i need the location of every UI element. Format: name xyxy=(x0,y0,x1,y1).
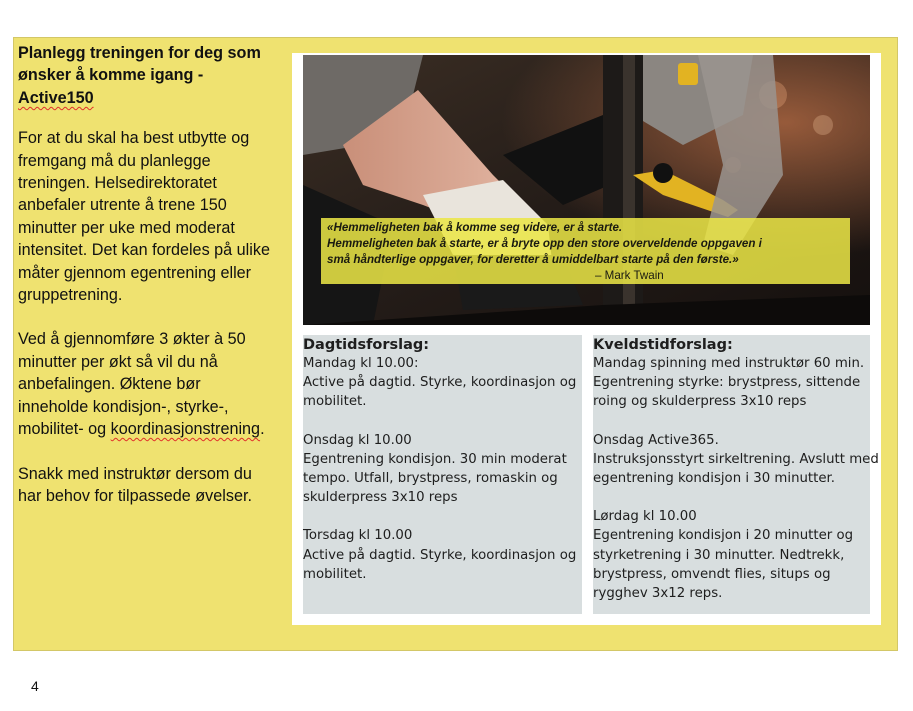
quote-box xyxy=(321,218,850,284)
intro-text xyxy=(18,42,290,529)
daytime-heading: Dagtidsforslag: xyxy=(303,337,430,353)
brand-name: Active150 xyxy=(18,88,94,107)
daytime-block-thursday: Torsdag kl 10.00 Active på dagtid. Styrke, koordinasjon og mobilitet. xyxy=(303,528,577,582)
evening-block-wednesday: Onsdag Active365. Instruksjonsstyrt sirkeltrening. Avslutt med egentrening kondisjon i 30 minutter. xyxy=(593,432,879,487)
spinning-photo xyxy=(303,55,870,325)
slide-title: Planlegg treningen for deg som ønsker å komme igang - Active150 xyxy=(18,44,261,107)
paragraph-sessions: Ved å gjennomføre 3 økter à 50 minutter per økt så vil du nå anbefalingen. Øktene bør inneholde kondisjon-, styrke-, mobilitet- og koordinasjonstrening. xyxy=(18,330,265,439)
daytime-block-monday: Mandag kl 10.00: Active på dagtid. Styrke, koordinasjon og mobilitet. xyxy=(303,356,577,410)
spellcheck-word: koordinasjonstrening xyxy=(110,420,261,439)
paragraph-recommendation: For at du skal ha best utbytte og fremgang må du planlegge treningen. Helsedirektoratet anbefaler utrente å trene 150 minutter per uke med moderat intensitet. Det kan fordeles på ulike måter gjennom egentrening eller gruppetrening. xyxy=(18,129,270,305)
paragraph-instructor: Snakk med instruktør dersom du har behov for tilpassede øvelser. xyxy=(18,464,252,505)
daytime-suggestions xyxy=(303,335,582,614)
spinning-bike-image xyxy=(303,55,870,325)
evening-block-saturday: Lørdag kl 10.00 Egentrening kondisjon i 20 minutter og styrketrening i 30 minutter. Nedtrekk, brystpress, omvendt flies, situps og rygghev 3x12 reps. xyxy=(593,509,854,602)
quote-line: små håndterlige oppgaver, for deretter å umiddelbart starte på den første.» xyxy=(327,253,739,266)
quote-line: «Hemmeligheten bak å komme seg videre, er å starte. xyxy=(327,221,623,234)
daytime-block-wednesday: Onsdag kl 10.00 Egentrening kondisjon. 30 min moderat tempo. Utfall, brystpress, romaskin og skulderpress 3x10 reps xyxy=(303,432,567,506)
quote-line: Hemmeligheten bak å starte, er å bryte opp den store overveldende oppgaven i xyxy=(327,237,762,250)
quote-author: – Mark Twain xyxy=(595,269,664,282)
page-number: 4 xyxy=(31,678,39,694)
evening-suggestions xyxy=(593,335,879,614)
evening-heading: Kveldstidforslag: xyxy=(593,337,733,353)
evening-block-monday: Mandag spinning med instruktør 60 min. Egentrening styrke: brystpress, sittende roing og skulderpress 3x10 reps xyxy=(593,356,865,410)
